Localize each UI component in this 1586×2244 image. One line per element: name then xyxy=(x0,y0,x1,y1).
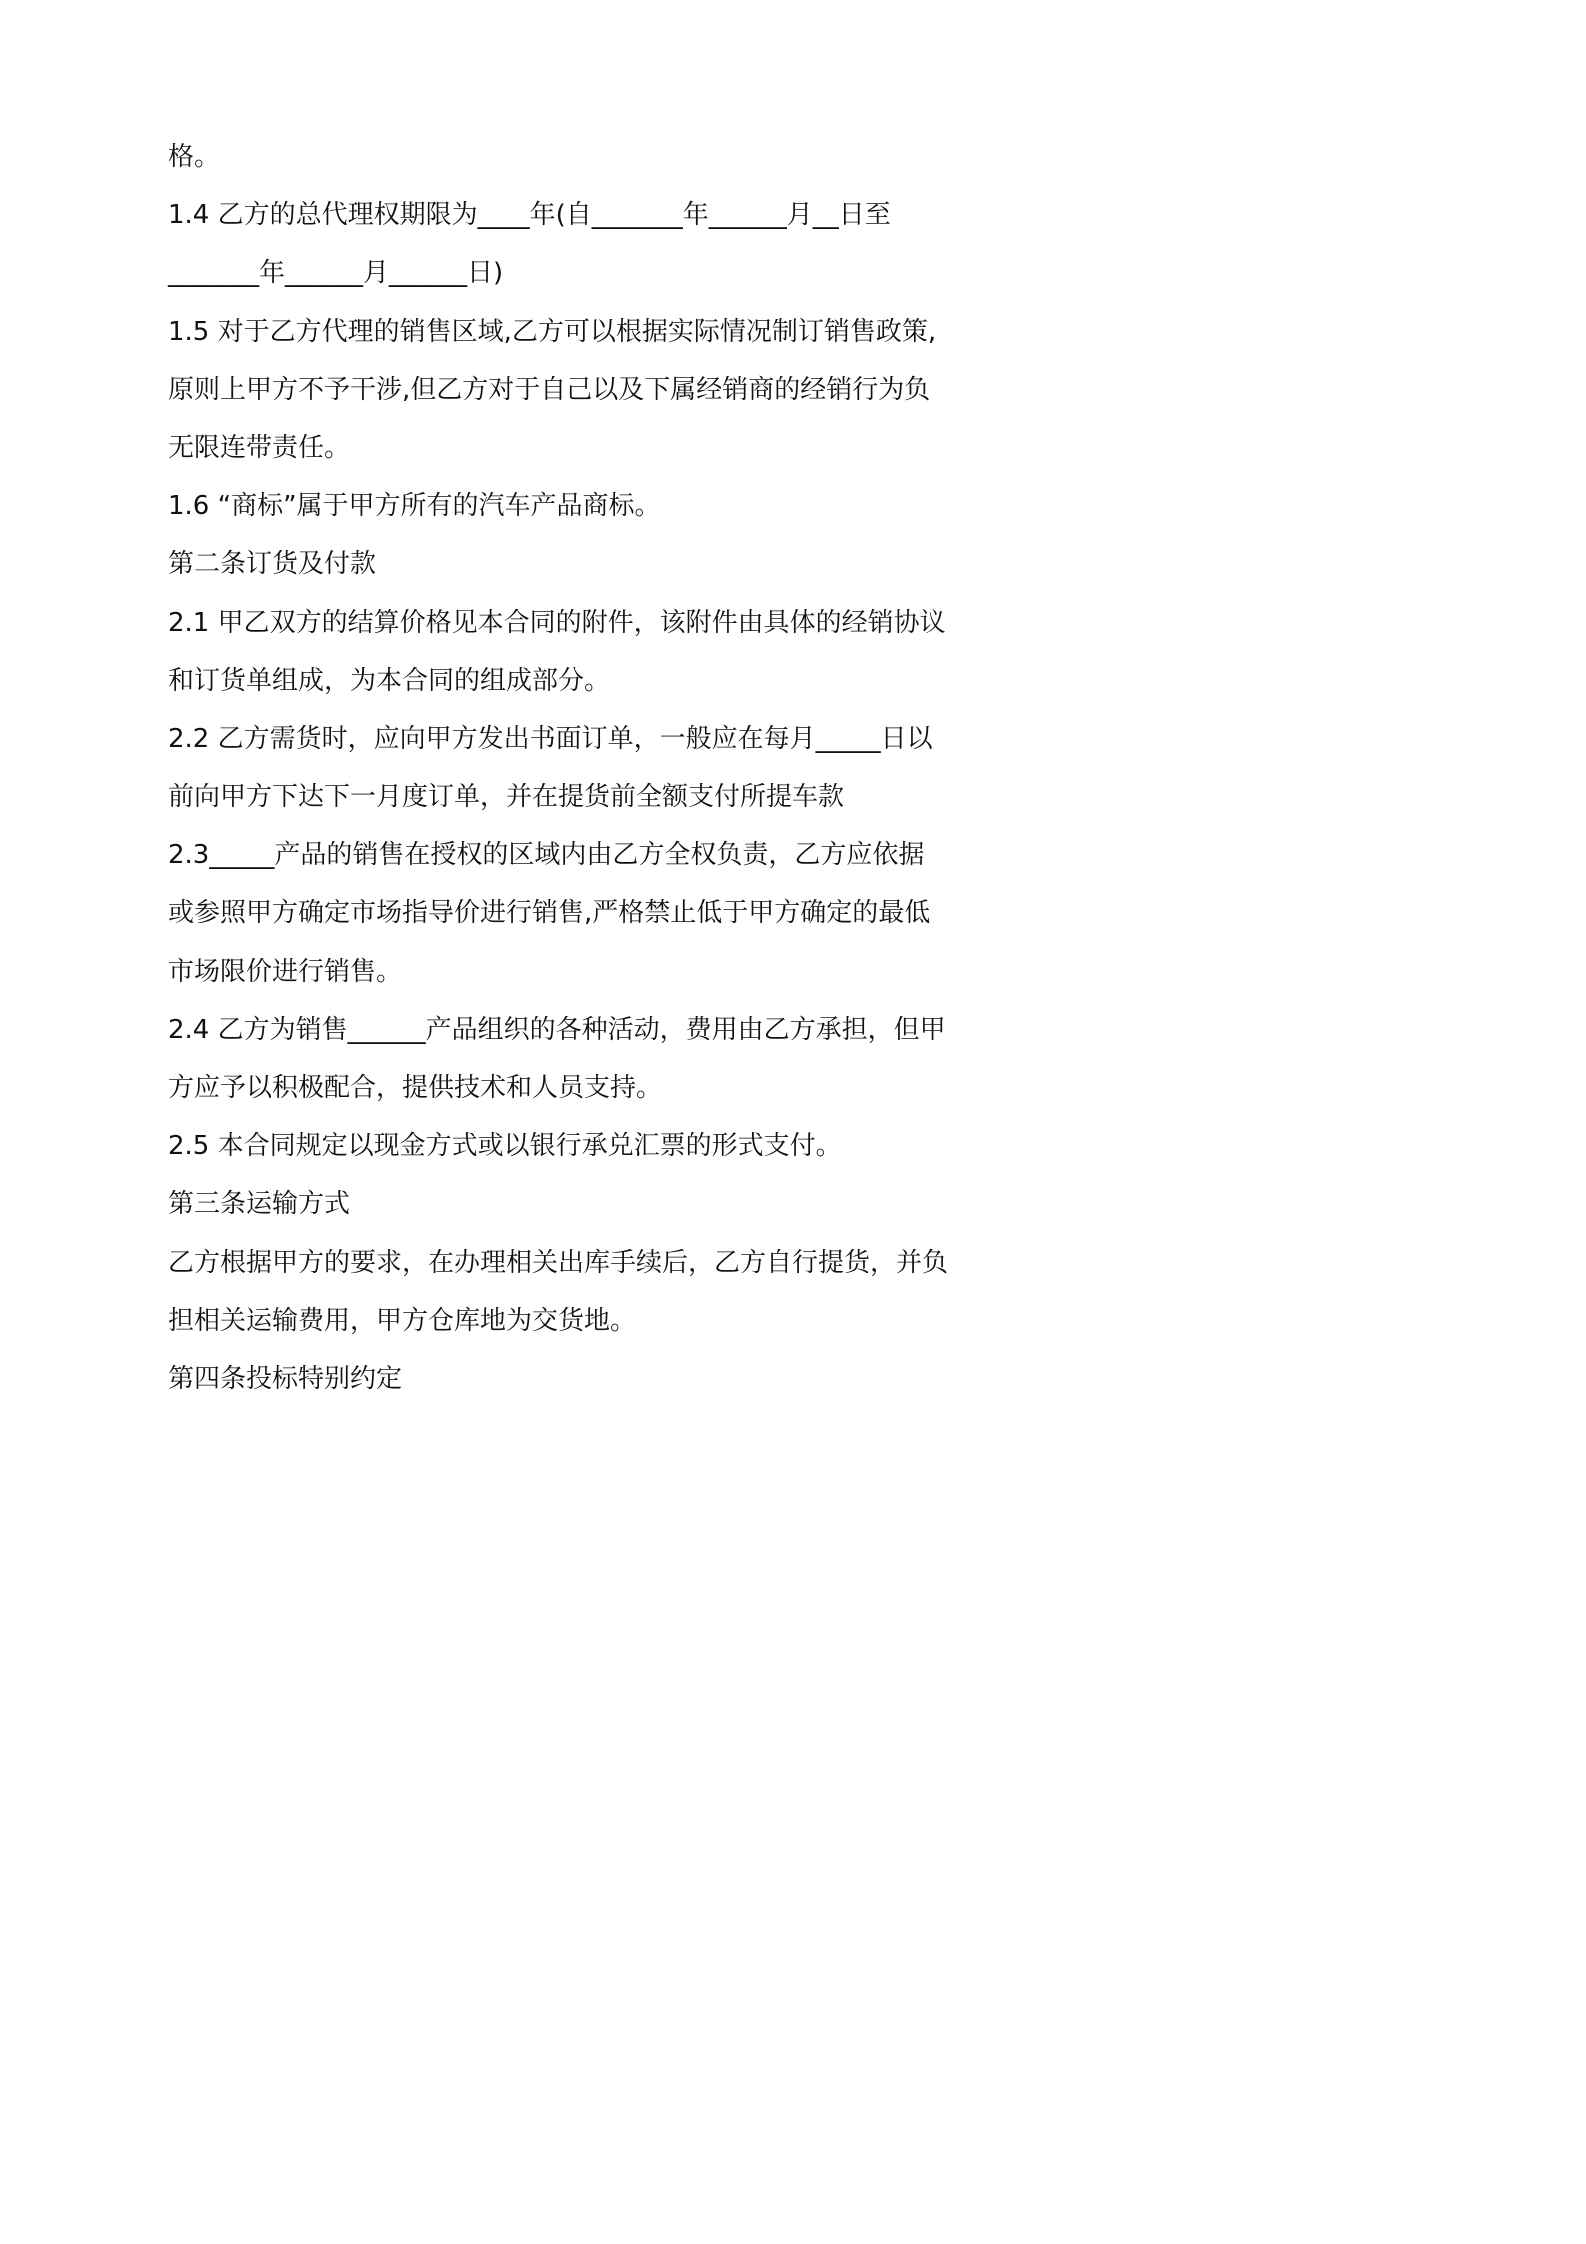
paragraph-line: 2.5 本合同规定以现金方式或以银行承兑汇票的形式支付。 xyxy=(168,1131,842,1162)
paragraph-line: 前向甲方下达下一月度订单，并在提货前全额支付所提车款 xyxy=(168,782,845,813)
paragraph-line: 和订货单组成，为本合同的组成部分。 xyxy=(168,665,611,696)
paragraph-line: 或参照甲方确定市场指导价进行销售,严格禁止低于甲方确定的最低 xyxy=(168,898,931,929)
paragraph-line: 2.4 乙方为销售______产品组织的各种活动，费用由乙方承担，但甲 xyxy=(168,1014,946,1045)
paragraph-line: 市场限价进行销售。 xyxy=(168,956,403,987)
paragraph-line: 乙方根据甲方的要求，在办理相关出库手续后，乙方自行提货，并负 xyxy=(168,1247,949,1278)
paragraph-line: 2.3_____产品的销售在授权的区域内由乙方全权负责，乙方应依据 xyxy=(168,840,925,871)
paragraph-line: _______年______月______日) xyxy=(168,258,504,289)
section-heading: 第四条投标特别约定 xyxy=(168,1363,403,1394)
document-body xyxy=(168,128,948,1408)
paragraph-line: 2.1 甲乙双方的结算价格见本合同的附件，该附件由具体的经销协议 xyxy=(168,607,946,638)
section-heading: 第三条运输方式 xyxy=(168,1189,351,1220)
paragraph-line: 方应予以积极配合，提供技术和人员支持。 xyxy=(168,1073,663,1103)
paragraph-line: 1.5 对于乙方代理的销售区域,乙方可以根据实际情况制订销售政策, xyxy=(168,316,937,347)
paragraph-line: 无限连带责任。 xyxy=(168,432,351,463)
paragraph-line: 1.6 “商标”属于甲方所有的汽车产品商标。 xyxy=(168,491,661,522)
paragraph-line: 格。 xyxy=(168,142,221,172)
paragraph-line: 担相关运输费用，甲方仓库地为交货地。 xyxy=(168,1305,637,1336)
document-page xyxy=(0,0,1104,1562)
section-heading: 第二条订货及付款 xyxy=(168,549,377,580)
paragraph-line: 原则上甲方不予干涉,但乙方对于自己以及下属经销商的经销行为负 xyxy=(168,374,931,405)
paragraph-line: 1.4 乙方的总代理权期限为____年(自_______年______月__日至 xyxy=(168,200,891,231)
paragraph-line: 2.2 乙方需货时，应向甲方发出书面订单，一般应在每月_____日以 xyxy=(168,723,933,754)
